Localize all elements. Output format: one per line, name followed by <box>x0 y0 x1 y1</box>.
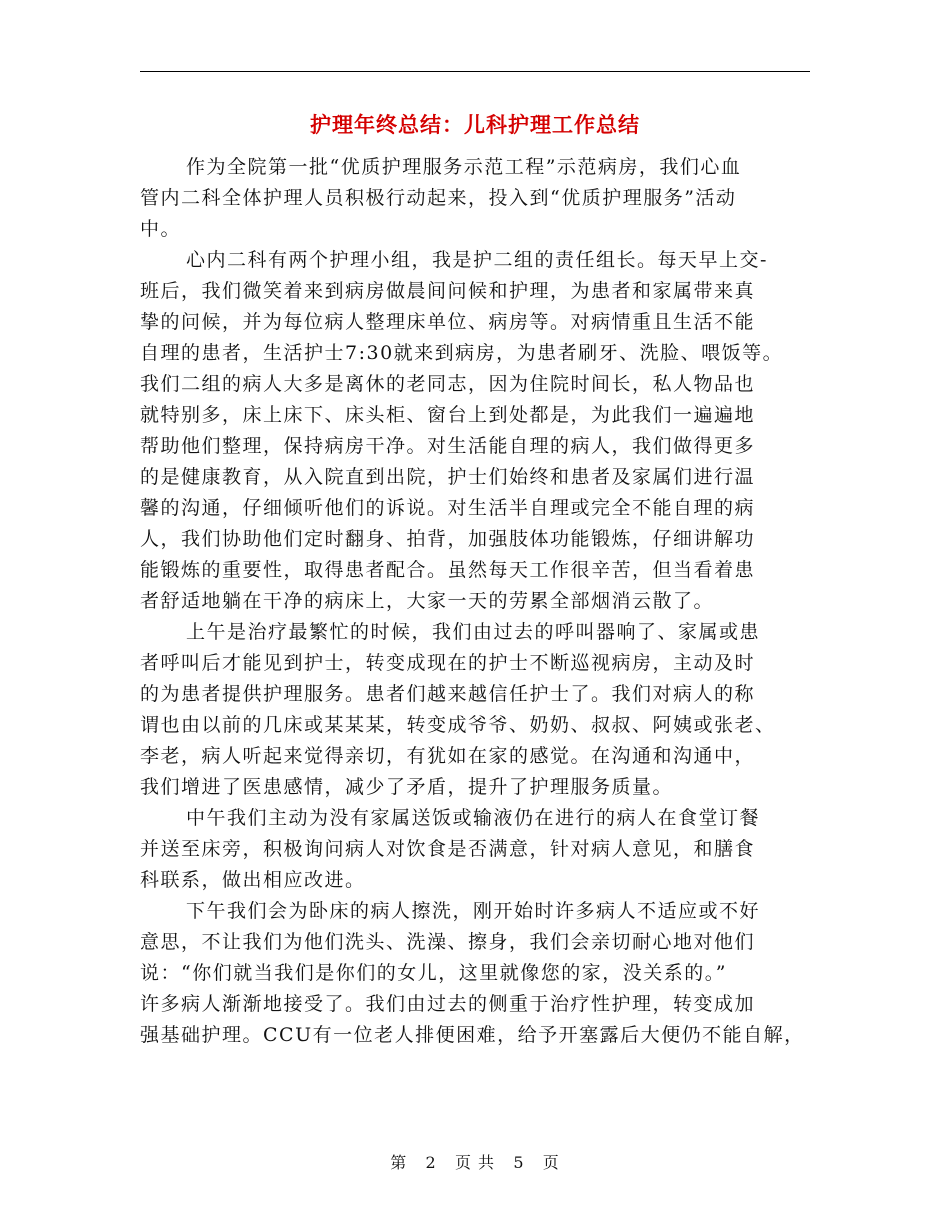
footer-prefix: 第 <box>390 1153 408 1172</box>
text-line: 说：“你们就当我们是你们的女儿，这里就像您的家，没关系的。” <box>140 962 727 984</box>
text-line: 挚的问候，并为每位病人整理床单位、病房等。对病情重且生活不能 <box>140 311 756 333</box>
text-line: 下午我们会为卧床的病人擦洗，刚开始时许多病人不适应或不好 <box>186 900 761 922</box>
text-line: 能锻炼的重要性，取得患者配合。虽然每天工作很辛苦，但当看着患 <box>140 559 756 581</box>
text-line: 并送至床旁，积极询问病人对饮食是否满意，针对病人意见，和膳食 <box>140 838 756 860</box>
header-rule <box>140 71 810 72</box>
text-line: 的是健康教育，从入院直到出院，护士们始终和患者及家属们进行温 <box>140 466 756 488</box>
text-line: 科联系，做出相应改进。 <box>140 869 366 891</box>
text-line: 班后，我们微笑着来到病房做晨间问候和护理，为患者和家属带来真 <box>140 280 756 302</box>
text-line: 馨的沟通，仔细倾听他们的诉说。对生活半自理或完全不能自理的病 <box>140 497 756 519</box>
footer-suffix: 页 <box>542 1153 560 1172</box>
text-line: 心内二科有两个护理小组，我是护二组的责任组长。每天早上交- <box>186 249 768 271</box>
text-line: 强基础护理。CCU有一位老人排便困难，给予开塞露后大便仍不能自解， <box>140 1024 805 1046</box>
text-line: 上午是治疗最繁忙的时候，我们由过去的呼叫器响了、家属或患 <box>186 621 761 643</box>
page-footer <box>0 1152 950 1174</box>
footer-middle: 页 共 <box>454 1153 496 1172</box>
text-line: 者呼叫后才能见到护士，转变成现在的护士不断巡视病房，主动及时 <box>140 652 756 674</box>
text-line: 人，我们协助他们定时翻身、拍背，加强肢体功能锻炼，仔细讲解功 <box>140 528 756 550</box>
text-line: 我们二组的病人大多是离休的老同志，因为住院时间长，私人物品也 <box>140 373 756 395</box>
text-line: 帮助他们整理，保持病房干净。对生活能自理的病人，我们做得更多 <box>140 435 756 457</box>
text-line: 许多病人渐渐地接受了。我们由过去的侧重于治疗性护理，转变成加 <box>140 993 756 1015</box>
text-line: 谓也由以前的几床或某某某，转变成爷爷、奶奶、叔叔、阿姨或张老、 <box>140 714 776 736</box>
text-line: 就特别多，床上床下、床头柜、窗台上到处都是，为此我们一遍遍地 <box>140 404 756 426</box>
text-line: 的为患者提供护理服务。患者们越来越信任护士了。我们对病人的称 <box>140 683 756 705</box>
text-line: 我们增进了医患感情，减少了矛盾，提升了护理服务质量。 <box>140 776 674 798</box>
text-line: 意思，不让我们为他们洗头、洗澡、擦身，我们会亲切耐心地对他们 <box>140 931 756 953</box>
text-line: 管内二科全体护理人员积极行动起来，投入到“优质护理服务”活动 <box>140 187 737 209</box>
text-line: 作为全院第一批“优质护理服务示范工程”示范病房，我们心血 <box>186 156 742 178</box>
document-body <box>140 152 810 1051</box>
footer-total-pages: 5 <box>513 1153 525 1172</box>
footer-page-number: 2 <box>425 1153 437 1172</box>
text-line: 中午我们主动为没有家属送饭或输液仍在进行的病人在食堂订餐 <box>186 807 761 829</box>
document-title: 护理年终总结：儿科护理工作总结 <box>310 113 640 137</box>
text-line: 者舒适地躺在干净的病床上，大家一天的劳累全部烟消云散了。 <box>140 590 715 612</box>
text-line: 自理的患者，生活护士7:30就来到病房，为患者刷牙、洗脸、喂饭等。 <box>140 342 784 364</box>
text-line: 李老，病人听起来觉得亲切，有犹如在家的感觉。在沟通和沟通中， <box>140 745 756 767</box>
text-line: 中。 <box>140 218 182 240</box>
